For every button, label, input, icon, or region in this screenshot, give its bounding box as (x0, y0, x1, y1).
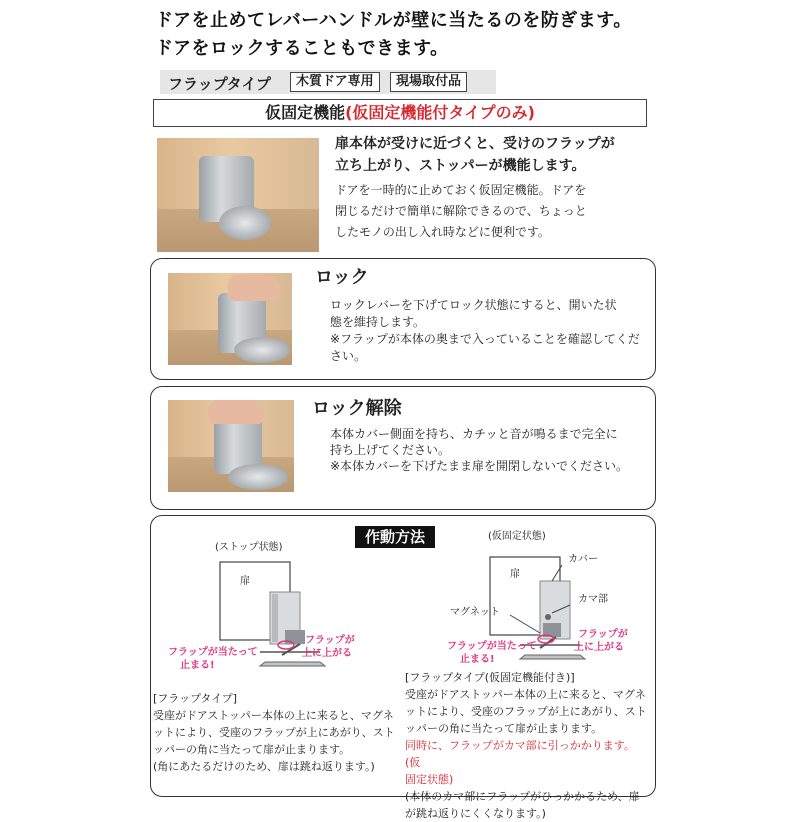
temp-fix-title-note: (仮固定機能付タイプのみ) (345, 103, 535, 122)
unlock-line-3: ※本体カバーを下げたまま扉を開閉しないでください。 (330, 459, 629, 473)
temp-flap-up-2: 上に上がる (574, 642, 624, 653)
tag-wood-door: 木質ドア専用 (290, 72, 380, 92)
flap-temp-d7: が跳ね返りにくくなります。) (405, 807, 546, 820)
temp-flap-up-1: フラップが (578, 629, 628, 640)
temp-fix-desc-2: 閉じるだけで簡単に解除できるので、ちょっと (335, 204, 587, 218)
temp-flap-hit-1: フラップが当たって (447, 641, 537, 652)
flap-type-d3: ッパーの角に当たって扉が止まります。 (153, 743, 351, 756)
unlock-photo (168, 400, 294, 492)
flap-type-d2: ットにより、受座のフラップが上にあがり、スト (153, 726, 395, 739)
headline-line-1: ドアを止めてレバーハンドルが壁に当たるのを防ぎます。 (155, 10, 632, 31)
flap-temp-d1: 受座がドアストッパー本体の上に来ると、マグネ (405, 688, 646, 701)
flap-temp-description (405, 669, 650, 822)
magnet-label: マグネット (450, 607, 500, 618)
lock-title: ロック (315, 267, 369, 288)
flap-type-d1: 受座がドアストッパー本体の上に来ると、マグネ (153, 709, 394, 722)
unlock-line-1: 本体カバー側面を持ち、カチッと音が鳴るまで完全に (330, 427, 618, 441)
cover-label: カバー (568, 554, 598, 565)
lock-line-2: 態を維持します。 (330, 315, 426, 329)
temp-fix-bold-1: 扉本体が受けに近づくと、受けのフラップが (335, 136, 615, 152)
temp-fix-desc-3: したモノの出し入れ時などに便利です。 (335, 225, 550, 239)
lock-line-4: さい。 (330, 349, 367, 363)
flap-temp-heading: [フラップタイプ(仮固定機能付き)] (405, 671, 575, 684)
unlock-title: ロック解除 (312, 398, 402, 419)
flap-type-d4: (角にあたるだけのため、扉は跳ね返ります。) (153, 760, 375, 773)
flap-type-description (153, 690, 398, 775)
cam-label: カマ部 (578, 594, 608, 605)
temp-fix-bold-2: 立ち上がり、ストッパーが機能します。 (335, 158, 586, 174)
stop-state-label: (ストップ状態) (215, 542, 283, 553)
temp-fix-title: 仮固定機能 (265, 103, 346, 122)
unlock-line-2: 持ち上げてください。 (330, 443, 451, 457)
flap-temp-d6: (本体のカマ部にフラップがひっかかるため、扉 (405, 790, 640, 803)
temp-fix-heading (153, 99, 647, 127)
temp-door-label: 扉 (510, 569, 520, 580)
temp-flap-hit-2: 止まる! (460, 654, 495, 665)
temp-state-label: (仮固定状態) (488, 531, 546, 542)
lock-line-1: ロックレバーを下げてロック状態にすると、開いた状 (330, 298, 617, 312)
headline-line-2: ドアをロックすることもできます。 (155, 38, 449, 59)
temp-fix-desc-1: ドアを一時的に止めておく仮固定機能。ドアを (335, 183, 587, 197)
tag-onsite: 現場取付品 (390, 72, 467, 92)
lock-line-3: ※フラップが本体の奥まで入っていることを確認してくだ (330, 332, 640, 346)
stop-flap-hit-2: 止まる! (180, 660, 215, 671)
flap-temp-d4: 同時に、フラップがカマ部に引っかかります。(仮 (405, 739, 635, 769)
stop-door-label: 扉 (240, 576, 250, 587)
flap-temp-d5: 固定状態) (405, 773, 454, 786)
stop-flap-up-1: フラップが (305, 635, 355, 646)
tag-type: フラップタイプ (168, 75, 271, 93)
temp-fix-photo (157, 138, 319, 252)
flap-type-heading: [フラップタイプ] (153, 692, 238, 705)
operation-title: 作動方法 (355, 526, 435, 548)
stop-flap-up-2: 上に上がる (302, 648, 352, 659)
stop-flap-hit-1: フラップが当たって (168, 647, 258, 658)
lock-photo (168, 273, 292, 365)
flap-temp-d3: ッパーの角に当たって扉が止まります。 (405, 722, 603, 735)
flap-temp-d2: ットにより、受座のフラップが上にあがり、スト (405, 705, 647, 718)
